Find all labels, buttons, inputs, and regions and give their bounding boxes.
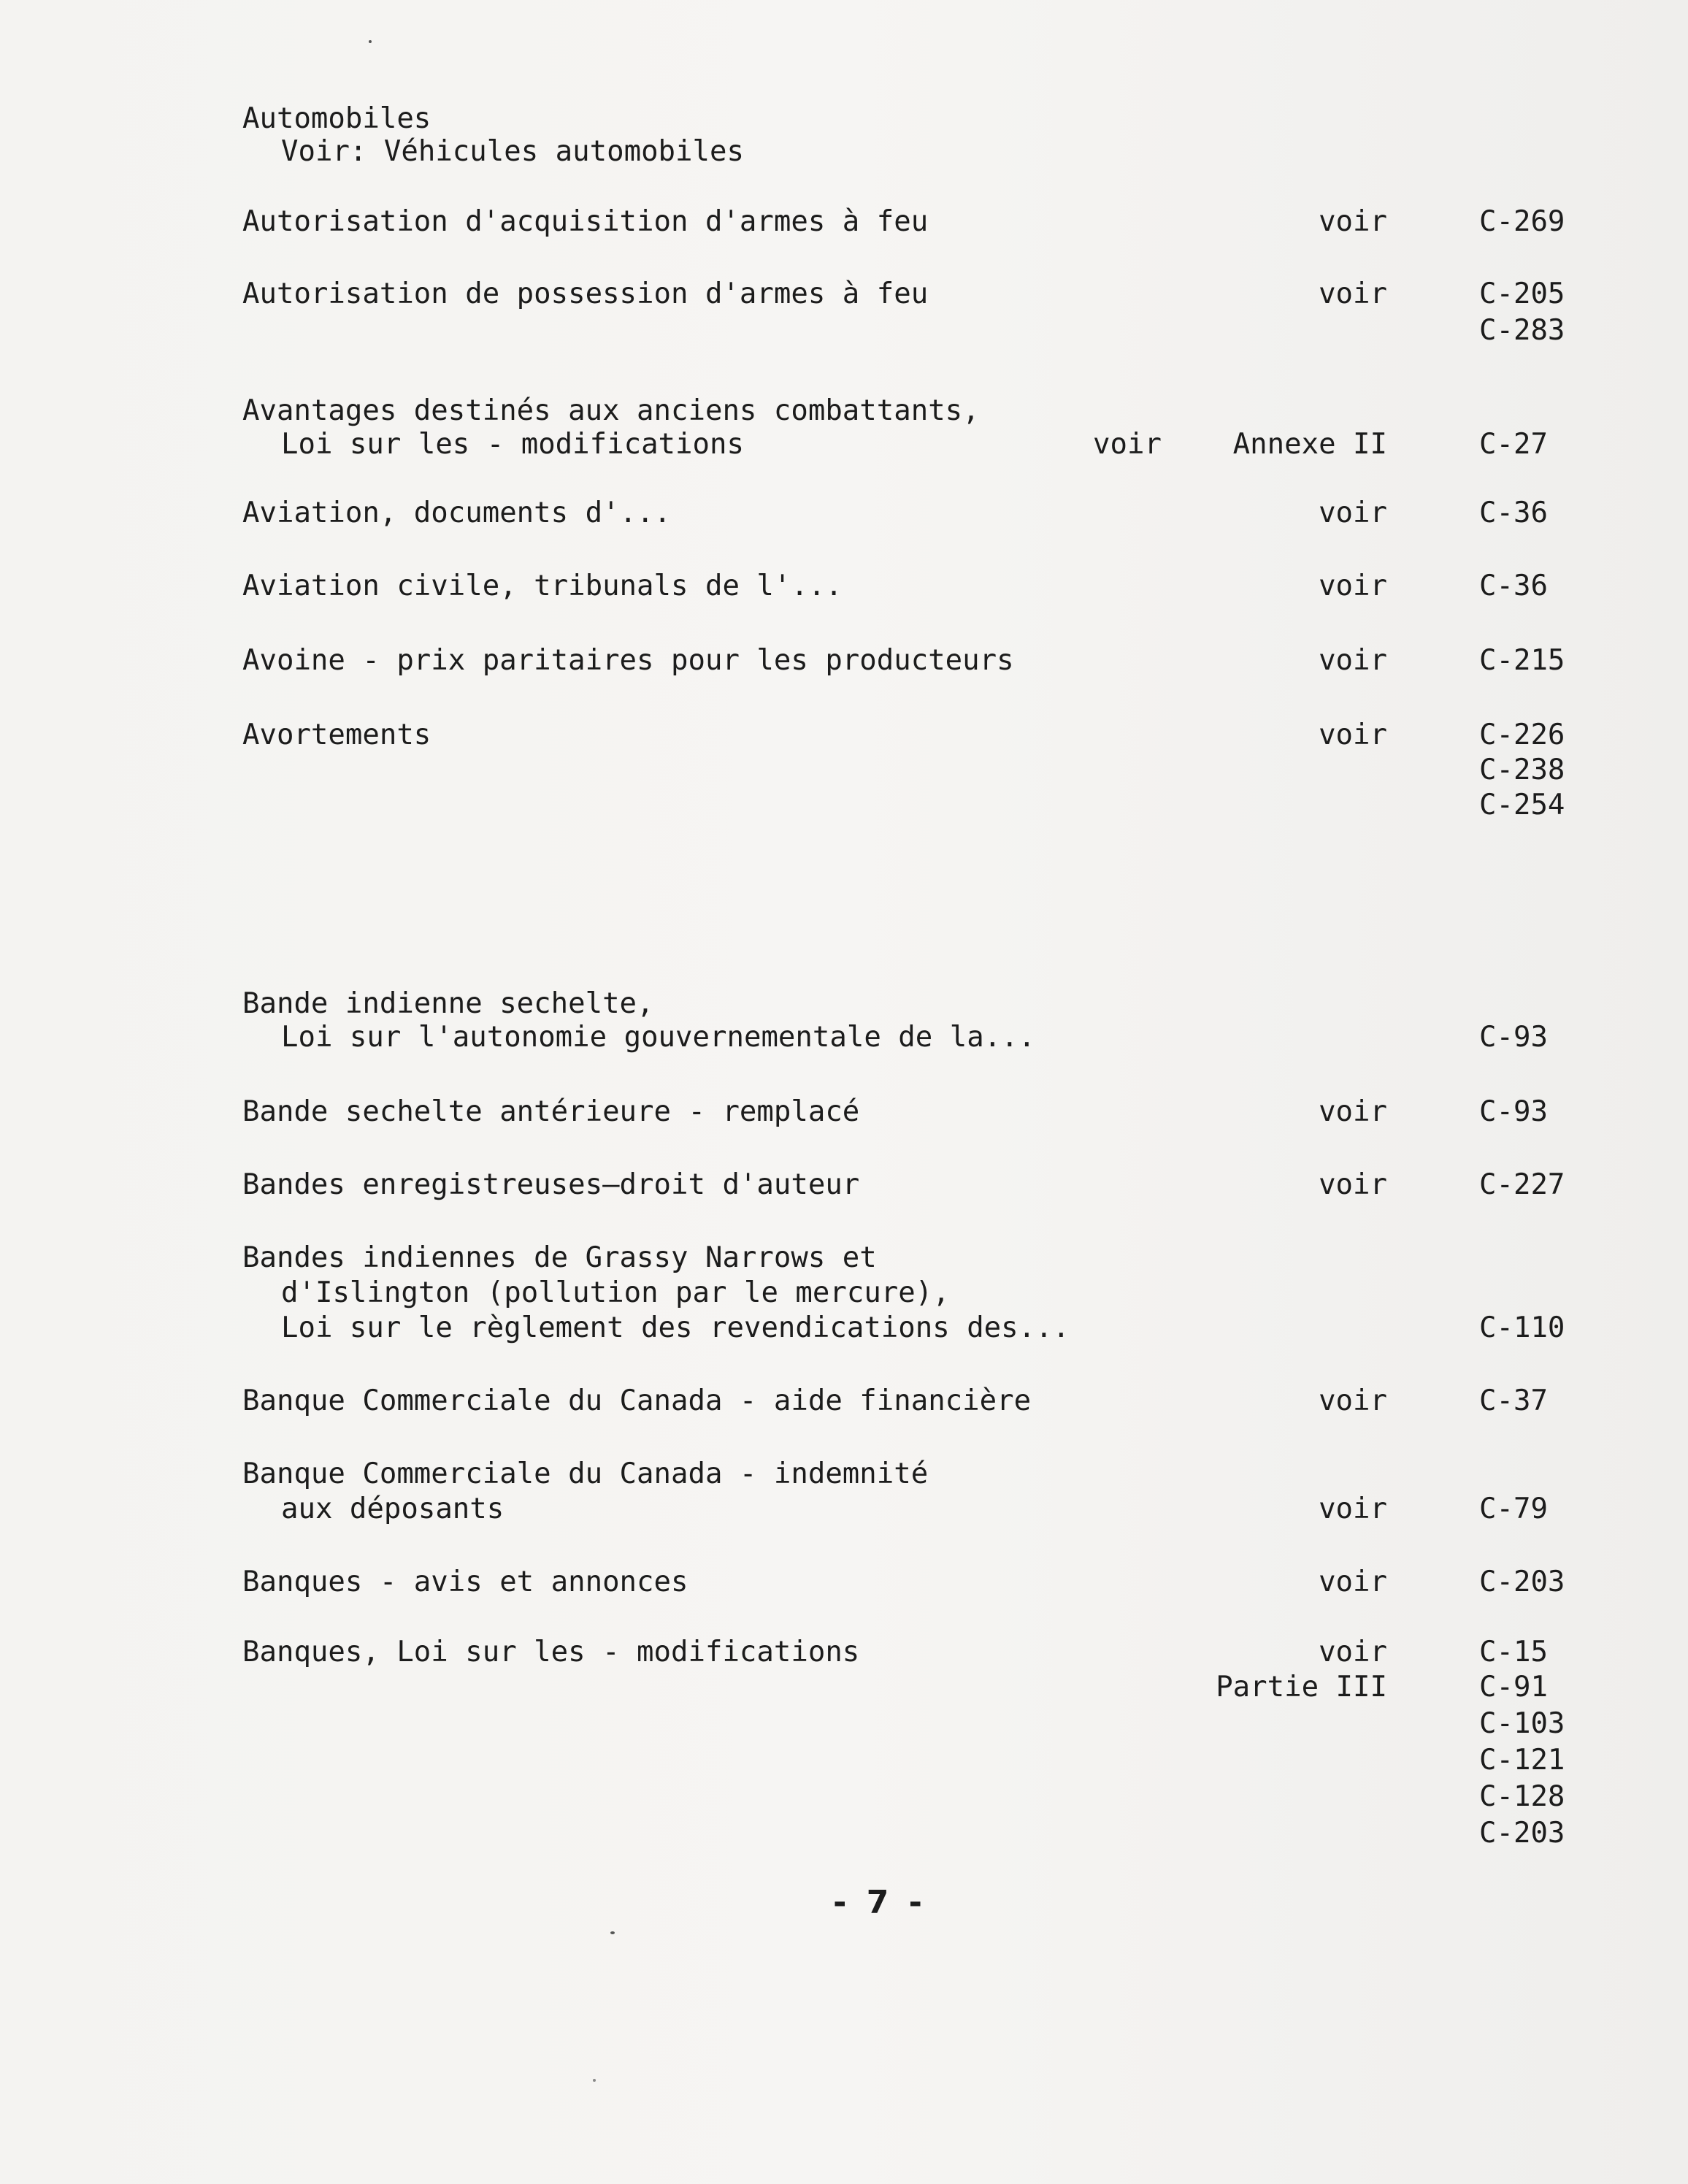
entry-title: Banques - avis et annonces: [242, 1566, 688, 1598]
bill-code: C-269: [1479, 205, 1565, 238]
index-entry-banques-avis: [0, 1563, 1688, 1602]
entry-title: Banques, Loi sur les - modifications: [242, 1636, 860, 1668]
entry-subtitle: Loi sur le règlement des revendications des...: [281, 1311, 1070, 1344]
entry-title: Autorisation d'acquisition d'armes à feu: [242, 205, 929, 238]
index-entry-grassy-narrows: [0, 1238, 1688, 1278]
entry-voir: voir: [1319, 1636, 1387, 1668]
bill-code: C-215: [1479, 644, 1565, 677]
entry-title: Autorisation de possession d'armes à feu: [242, 277, 929, 310]
entry-reference: Annexe II: [1232, 428, 1387, 461]
entry-voir: voir: [1319, 1493, 1387, 1525]
page-number: - 7 -: [833, 1884, 927, 1921]
entry-title: Bandes indiennes de Grassy Narrows et: [242, 1241, 877, 1274]
index-entry-avortements: [0, 716, 1688, 755]
entry-subtitle: Loi sur l'autonomie gouvernementale de la...: [281, 1021, 1036, 1054]
entry-title: Bandes enregistreuses—droit d'auteur: [242, 1168, 860, 1201]
entry-subtitle: aux déposants: [281, 1493, 505, 1525]
index-entry-autorisation-possession-codes: [0, 311, 1688, 350]
entry-title: Banque Commerciale du Canada - indemnité: [242, 1457, 929, 1490]
index-entry-autorisation-possession: [0, 275, 1688, 314]
index-entry-avortements-code2: [0, 751, 1688, 790]
index-entry-banques-loi-code6: [0, 1814, 1688, 1853]
entry-see-also: Voir: Véhicules automobiles: [281, 135, 744, 168]
index-entry-bandes-enregistreuses: [0, 1165, 1688, 1205]
index-entry-banques-loi-code3: [0, 1704, 1688, 1744]
entry-title: Aviation civile, tribunals de l'...: [242, 570, 843, 602]
bill-code: C-15: [1479, 1636, 1548, 1668]
index-entry-aviation-civile: [0, 567, 1688, 606]
entry-voir: voir: [1319, 719, 1387, 751]
entry-title: Avortements: [242, 719, 431, 751]
entry-voir: voir: [1319, 1384, 1387, 1417]
bill-code: C-128: [1479, 1780, 1565, 1813]
bill-code: C-36: [1479, 497, 1548, 529]
bill-code: C-93: [1479, 1021, 1548, 1054]
entry-voir: voir: [1319, 277, 1387, 310]
index-entry-avantages-line2: [0, 425, 1688, 464]
entry-voir: voir: [1319, 570, 1387, 602]
paper-speck: [593, 2079, 596, 2082]
bill-code: C-254: [1479, 789, 1565, 821]
paper-speck: [610, 1931, 615, 1934]
bill-code: C-103: [1479, 1707, 1565, 1740]
index-entry-bande-indienne-sechelte-line2: [0, 1018, 1688, 1057]
bill-code: C-203: [1479, 1817, 1565, 1850]
entry-title: Bande sechelte antérieure - remplacé: [242, 1095, 860, 1128]
entry-voir: voir: [1319, 1168, 1387, 1201]
entry-subtitle: d'Islington (pollution par le mercure),: [281, 1276, 950, 1309]
index-entry-aviation-documents: [0, 494, 1688, 533]
index-entry-avoine: [0, 641, 1688, 681]
index-entry-grassy-narrows-line3: [0, 1309, 1688, 1348]
bill-code: C-91: [1479, 1671, 1548, 1704]
index-entry-avortements-code3: [0, 786, 1688, 825]
index-entry-bande-sechelte-anterieure: [0, 1092, 1688, 1132]
entry-title: Aviation, documents d'...: [242, 497, 671, 529]
index-entry-banque-commerciale-aide: [0, 1382, 1688, 1421]
entry-reference: Partie III: [1216, 1671, 1387, 1704]
entry-title: Bande indienne sechelte,: [242, 987, 654, 1020]
bill-code: C-121: [1479, 1744, 1565, 1777]
index-entry-banque-commerciale-indemnite: [0, 1455, 1688, 1494]
bill-code: C-226: [1479, 719, 1565, 751]
index-entry-automobiles-see: [0, 132, 1688, 172]
paper-speck: [369, 40, 372, 43]
index-entry-grassy-narrows-line2: [0, 1273, 1688, 1313]
bill-code: C-36: [1479, 570, 1548, 602]
index-entry-banques-loi-code5: [0, 1777, 1688, 1817]
entry-voir: voir: [1093, 428, 1162, 461]
index-entry-banques-loi: [0, 1633, 1688, 1672]
entry-voir: voir: [1319, 644, 1387, 677]
entry-title: Avantages destinés aux anciens combattants,: [242, 394, 980, 427]
entry-title: Avoine - prix paritaires pour les producteurs: [242, 644, 1014, 677]
bill-code: C-37: [1479, 1384, 1548, 1417]
entry-subtitle: Loi sur les - modifications: [281, 428, 744, 461]
bill-code: C-283: [1479, 314, 1565, 347]
entry-title: Automobiles: [242, 102, 431, 135]
index-entry-banques-loi-code4: [0, 1741, 1688, 1780]
entry-voir: voir: [1319, 205, 1387, 238]
entry-voir: voir: [1319, 497, 1387, 529]
entry-voir: voir: [1319, 1566, 1387, 1598]
bill-code: C-238: [1479, 754, 1565, 786]
index-entry-autorisation-acquisition: [0, 202, 1688, 242]
index-entry-banque-commerciale-indemnite-line2: [0, 1490, 1688, 1529]
bill-code: C-227: [1479, 1168, 1565, 1201]
entry-title: Banque Commerciale du Canada - aide financière: [242, 1384, 1032, 1417]
bill-code: C-79: [1479, 1493, 1548, 1525]
bill-code: C-93: [1479, 1095, 1548, 1128]
bill-code: C-203: [1479, 1566, 1565, 1598]
entry-voir: voir: [1319, 1095, 1387, 1128]
bill-code: C-205: [1479, 277, 1565, 310]
bill-code: C-27: [1479, 428, 1548, 461]
bill-code: C-110: [1479, 1311, 1565, 1344]
index-entry-banques-loi-line2: [0, 1668, 1688, 1707]
